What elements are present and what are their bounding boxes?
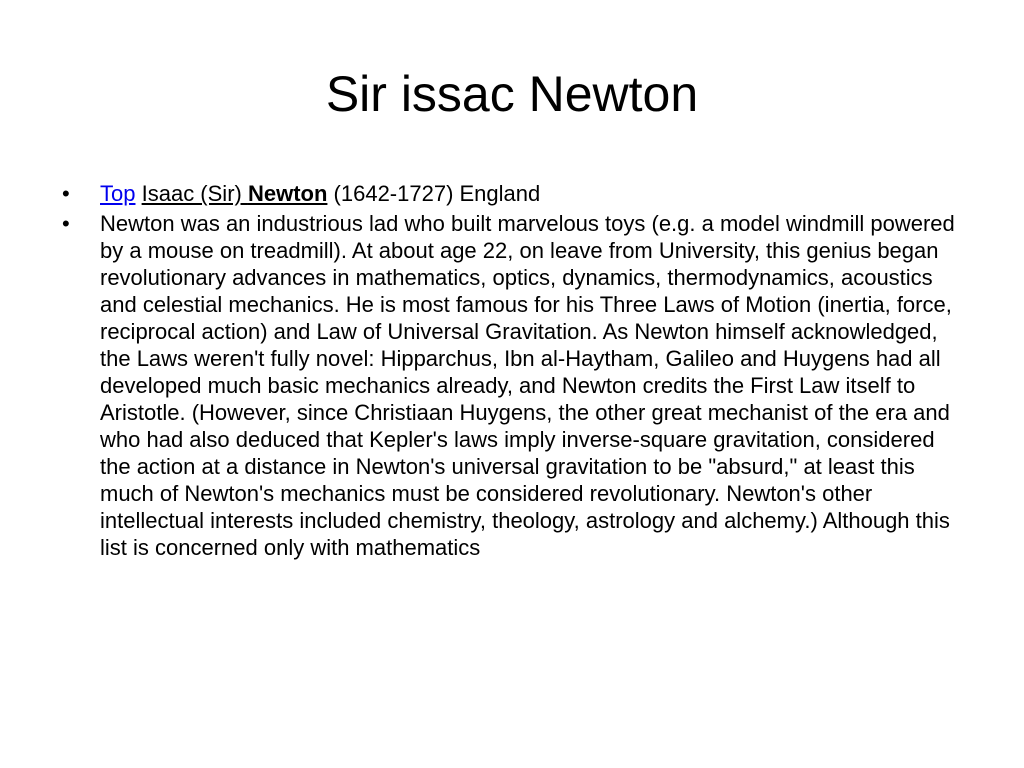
bullet-list (62, 180, 967, 561)
slide-title: Sir issac Newton (325, 66, 699, 122)
name-text: Isaac (Sir) (141, 181, 248, 206)
surname-text: Newton (247, 181, 328, 206)
dates-text: (1642-1727) England (327, 181, 541, 206)
slide-content (62, 180, 967, 564)
bullet-item-heading (62, 180, 967, 207)
bullet-icon: • (62, 211, 70, 236)
bullet-icon: • (62, 181, 70, 206)
body-paragraph: Newton was an industrious lad who built marvelous toys (e.g. a model windmill powered by a mouse on treadmill). At about age 22, on leave from University, this genius began revolutionary advances in mathematics, optics, dynamics, thermodynamics, acoustics and celestial mechanics. He is most famous for his Three Laws of Motion (inertia, force, reciprocal action) and Law of Universal Gravitation. As Newton himself acknowledged, the Laws weren't fully novel: Hipparchus, Ibn al-Haytham, Galileo and Huygens had all developed much basic mechanics already, and Newton credits the First Law itself to Aristotle. (However, since Christiaan Huygens, the other great mechanist of the era and who had also deduced that Kepler's laws imply inverse-square gravitation, considered the action at a distance in Newton's universal gravitation to be "absurd," at least this much of Newton's mechanics must be considered revolutionary. Newton's other intellectual interests included chemistry, theology, astrology and alchemy.) Although this list is concerned only with mathematics (100, 211, 955, 560)
top-link[interactable]: Top (100, 181, 136, 206)
bullet-item-body (62, 210, 967, 561)
